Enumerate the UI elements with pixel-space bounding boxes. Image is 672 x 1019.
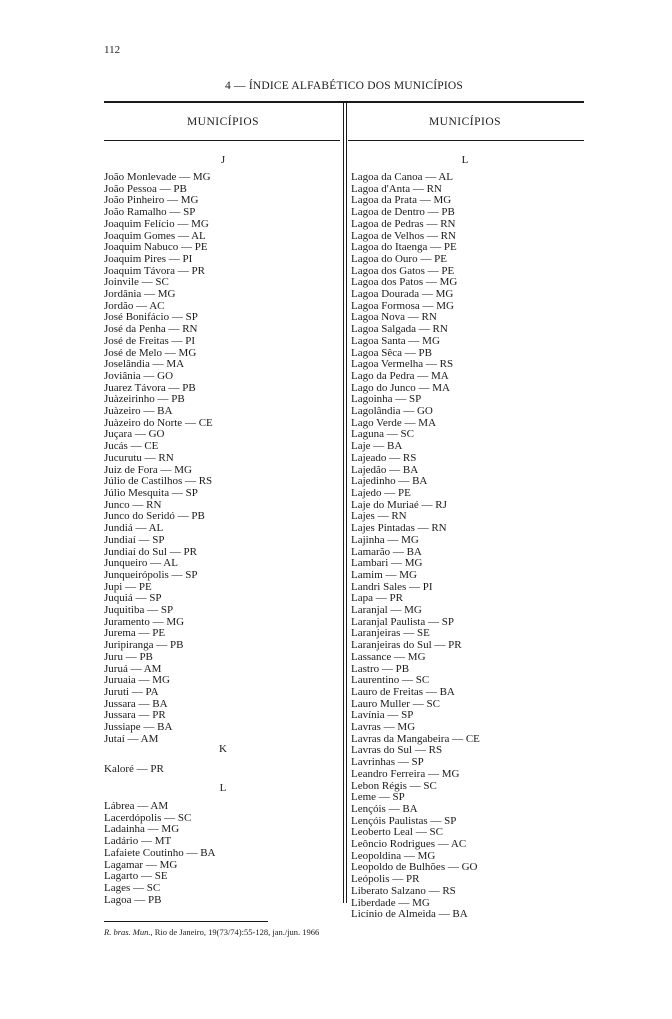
entries-right-l bbox=[351, 172, 480, 921]
citation-details: Rio de Janeiro, 19(73/74):55-128, jan./jun. 1966 bbox=[152, 927, 320, 937]
column-header-right: MUNICÍPIOS bbox=[428, 116, 502, 128]
municipality-entry: Juquiá — SP bbox=[104, 592, 162, 605]
municipality-entry: Jurema — PE bbox=[104, 627, 166, 640]
page-number: 112 bbox=[104, 44, 121, 56]
page-title: 4 — ÍNDICE ALFABÉTICO DOS MUNICÍPIOS bbox=[225, 80, 463, 92]
municipality-entry: Lagoa de Pedras — RN bbox=[351, 217, 456, 230]
municipality-entry: Jussara — BA bbox=[104, 697, 168, 710]
municipality-entry: Lamim — MG bbox=[351, 568, 417, 581]
municipality-entry: Laranjal — MG bbox=[351, 604, 422, 617]
municipality-entry: Lapa — PR bbox=[351, 592, 403, 605]
municipality-entry: Juarez Távora — PB bbox=[104, 381, 196, 394]
municipality-entry: Júlio de Castilhos — RS bbox=[104, 475, 213, 488]
municipality-entry: Lagoa Vermelha — RS bbox=[351, 358, 454, 371]
title-rule bbox=[104, 101, 584, 103]
municipality-entry: Joaquim Távora — PR bbox=[104, 264, 205, 277]
municipality-entry: Leópolis — PR bbox=[351, 873, 420, 886]
municipality-entry: Juquitiba — SP bbox=[104, 604, 174, 617]
municipality-entry: Ladainha — MG bbox=[104, 823, 180, 836]
municipality-entry: Lajes — RN bbox=[351, 510, 407, 523]
municipality-entry: Lago Verde — MA bbox=[351, 416, 437, 429]
municipality-entry: Juripiranga — PB bbox=[104, 639, 184, 652]
municipality-entry: Lastro — PB bbox=[351, 662, 410, 675]
municipality-entry: Laranjeiras do Sul — PR bbox=[351, 639, 462, 652]
municipality-entry: Júlio Mesquita — SP bbox=[104, 486, 198, 499]
column-header-left: MUNICÍPIOS bbox=[186, 116, 260, 128]
municipality-entry: Laje do Muriaé — RJ bbox=[351, 498, 447, 511]
municipality-entry: Lajedão — BA bbox=[351, 463, 419, 476]
municipality-entry: João Pessoa — PB bbox=[104, 182, 187, 195]
municipality-entry: Laguna — SC bbox=[351, 428, 414, 441]
municipality-entry: Junqueirópolis — SP bbox=[104, 568, 198, 581]
municipality-entry: Lavínia — SP bbox=[351, 709, 414, 722]
municipality-entry: Leopoldo de Bulhões — GO bbox=[351, 861, 478, 874]
municipality-entry: Lagoa do Ouro — PE bbox=[351, 252, 447, 265]
municipality-entry: Laranjal Paulista — SP bbox=[351, 615, 454, 628]
municipality-entry: Lagoa de Velhos — RN bbox=[351, 229, 456, 242]
municipality-entry: Lauro Muller — SC bbox=[351, 697, 440, 710]
municipality-entry: Landri Sales — PI bbox=[351, 580, 433, 593]
municipality-entry: José Bonifácio — SP bbox=[104, 311, 198, 324]
municipality-entry: Junco do Seridó — PB bbox=[104, 510, 205, 523]
municipality-entry: Lagoa dos Gatos — PE bbox=[351, 264, 455, 277]
municipality-entry: Jordânia — MG bbox=[104, 288, 176, 301]
entries-left-l bbox=[104, 801, 216, 906]
letter-heading-j: J bbox=[220, 154, 226, 166]
entries-left-j bbox=[104, 172, 213, 745]
municipality-entry: Jucurutu — RN bbox=[104, 451, 174, 464]
municipality-entry: Lajedinho — BA bbox=[351, 475, 428, 488]
municipality-entry: Junco — RN bbox=[104, 498, 162, 511]
municipality-entry: Joaquim Nabuco — PE bbox=[104, 241, 208, 254]
municipality-entry: Leme — SP bbox=[351, 791, 405, 804]
footer-citation bbox=[104, 927, 319, 937]
municipality-entry: Jussiape — BA bbox=[104, 721, 173, 734]
municipality-entry: Lagoa — PB bbox=[104, 893, 162, 906]
municipality-entry: Laurentino — SC bbox=[351, 674, 430, 687]
municipality-entry: Lagoa Dourada — MG bbox=[351, 288, 454, 301]
municipality-entry: Lacerdópolis — SC bbox=[104, 811, 192, 824]
municipality-entry: Junqueiro — AL bbox=[104, 557, 178, 570]
municipality-entry: Lajes Pintadas — RN bbox=[351, 522, 447, 535]
municipality-entry: Lagoa do Itaenga — PE bbox=[351, 241, 457, 254]
municipality-entry: Jundiaí do Sul — PR bbox=[104, 545, 197, 558]
municipality-entry: Lago do Junco — MA bbox=[351, 381, 450, 394]
municipality-entry: Joaquim Felício — MG bbox=[104, 217, 209, 230]
municipality-entry: Lavras — MG bbox=[351, 721, 416, 734]
municipality-entry: Lagoa Sêca — PB bbox=[351, 346, 432, 359]
municipality-entry: Leoberto Leal — SC bbox=[351, 826, 443, 839]
municipality-entry: Jutaí — AM bbox=[104, 732, 159, 745]
municipality-entry: Lauro de Freitas — BA bbox=[351, 685, 455, 698]
municipality-entry: Lajinha — MG bbox=[351, 533, 419, 546]
municipality-entry: Lagoa da Canoa — AL bbox=[351, 171, 454, 183]
municipality-entry: Juramento — MG bbox=[104, 615, 185, 628]
municipality-entry: Lagoa Nova — RN bbox=[351, 311, 437, 324]
header-rule-left bbox=[104, 140, 340, 141]
municipality-entry: Kaloré — PR bbox=[104, 763, 164, 775]
municipality-entry: Lebon Régis — SC bbox=[351, 779, 437, 792]
municipality-entry: Lassance — MG bbox=[351, 650, 426, 663]
municipality-entry: Joselândia — MA bbox=[104, 358, 185, 371]
municipality-entry: Lagoa Formosa — MG bbox=[351, 299, 454, 312]
municipality-entry: João Pinheiro — MG bbox=[104, 194, 199, 207]
municipality-entry: Jupi — PE bbox=[104, 580, 152, 593]
municipality-entry: Lagoinha — SP bbox=[351, 393, 422, 406]
municipality-entry: Lavrinhas — SP bbox=[351, 756, 424, 769]
municipality-entry: Jordão — AC bbox=[104, 299, 165, 312]
municipality-entry: João Ramalho — SP bbox=[104, 206, 196, 219]
municipality-entry: Jussara — PR bbox=[104, 709, 166, 722]
column-divider bbox=[343, 103, 344, 903]
municipality-entry: Lagarto — SE bbox=[104, 870, 168, 883]
municipality-entry: Licínio de Almeida — BA bbox=[351, 908, 468, 921]
municipality-entry: Lajeado — RS bbox=[351, 451, 417, 464]
letter-heading-l-left: L bbox=[219, 782, 227, 794]
municipality-entry: Lagamar — MG bbox=[104, 858, 178, 871]
municipality-entry: Lençóis Paulistas — SP bbox=[351, 814, 457, 827]
municipality-entry: Lavras do Sul — RS bbox=[351, 744, 443, 757]
municipality-entry: Liberato Salzano — RS bbox=[351, 884, 456, 897]
municipality-entry: Leandro Ferreira — MG bbox=[351, 767, 460, 780]
municipality-entry: Lagolândia — GO bbox=[351, 405, 433, 418]
municipality-entry: Joviânia — GO bbox=[104, 369, 174, 382]
municipality-entry: Liberdade — MG bbox=[351, 896, 430, 909]
municipality-entry: Jucás — CE bbox=[104, 440, 159, 453]
column-divider-inner bbox=[346, 103, 347, 903]
municipality-entry: Lagoa Santa — MG bbox=[351, 334, 440, 347]
entries-left-k bbox=[104, 764, 164, 776]
municipality-entry: Joaquim Pires — PI bbox=[104, 252, 193, 265]
municipality-entry: Juruaia — MG bbox=[104, 674, 170, 687]
municipality-entry: Juàzeiro do Norte — CE bbox=[104, 416, 213, 429]
municipality-entry: Lajedo — PE bbox=[351, 486, 411, 499]
municipality-entry: Jundiá — AL bbox=[104, 522, 164, 535]
header-rule-right bbox=[348, 140, 584, 141]
municipality-entry: Laranjeiras — SE bbox=[351, 627, 430, 640]
municipality-entry: José de Freitas — PI bbox=[104, 334, 196, 347]
letter-heading-l-right: L bbox=[461, 154, 469, 166]
municipality-entry: Juruá — AM bbox=[104, 662, 162, 675]
municipality-entry: Juiz de Fora — MG bbox=[104, 463, 192, 476]
municipality-entry: José da Penha — RN bbox=[104, 323, 198, 336]
municipality-entry: José de Melo — MG bbox=[104, 346, 197, 359]
municipality-entry: Lavras da Mangabeira — CE bbox=[351, 732, 480, 745]
municipality-entry: Lençóis — BA bbox=[351, 802, 418, 815]
municipality-entry: Lagoa Salgada — RN bbox=[351, 323, 448, 336]
municipality-entry: Lamarão — BA bbox=[351, 545, 422, 558]
municipality-entry: Lagoa dos Patos — MG bbox=[351, 276, 458, 289]
municipality-entry: Ladário — MT bbox=[104, 835, 172, 848]
municipality-entry: Lagoa de Dentro — PB bbox=[351, 206, 455, 219]
municipality-entry: Juruti — PA bbox=[104, 685, 159, 698]
municipality-entry: Laje — BA bbox=[351, 440, 403, 453]
municipality-entry: Joinvile — SC bbox=[104, 276, 169, 289]
municipality-entry: Juàzeirinho — PB bbox=[104, 393, 185, 406]
municipality-entry: Lábrea — AM bbox=[104, 800, 169, 812]
municipality-entry: Lagoa da Prata — MG bbox=[351, 194, 452, 207]
municipality-entry: Juçara — GO bbox=[104, 428, 165, 441]
footer-rule bbox=[104, 921, 268, 922]
municipality-entry: Lago da Pedra — MA bbox=[351, 369, 449, 382]
letter-heading-k: K bbox=[219, 743, 227, 755]
municipality-entry: Lambari — MG bbox=[351, 557, 423, 570]
municipality-entry: Lafaiete Coutinho — BA bbox=[104, 846, 216, 859]
municipality-entry: João Monlevade — MG bbox=[104, 171, 211, 183]
citation-journal: R. bras. Mun., bbox=[104, 927, 153, 937]
municipality-entry: Leopoldina — MG bbox=[351, 849, 436, 862]
municipality-entry: Juru — PB bbox=[104, 650, 153, 663]
municipality-entry: Leôncio Rodrigues — AC bbox=[351, 838, 467, 851]
municipality-entry: Jundiaí — SP bbox=[104, 533, 165, 546]
municipality-entry: Lagoa d'Anta — RN bbox=[351, 182, 442, 195]
municipality-entry: Juàzeiro — BA bbox=[104, 405, 173, 418]
municipality-entry: Lages — SC bbox=[104, 881, 161, 894]
municipality-entry: Joaquim Gomes — AL bbox=[104, 229, 206, 242]
